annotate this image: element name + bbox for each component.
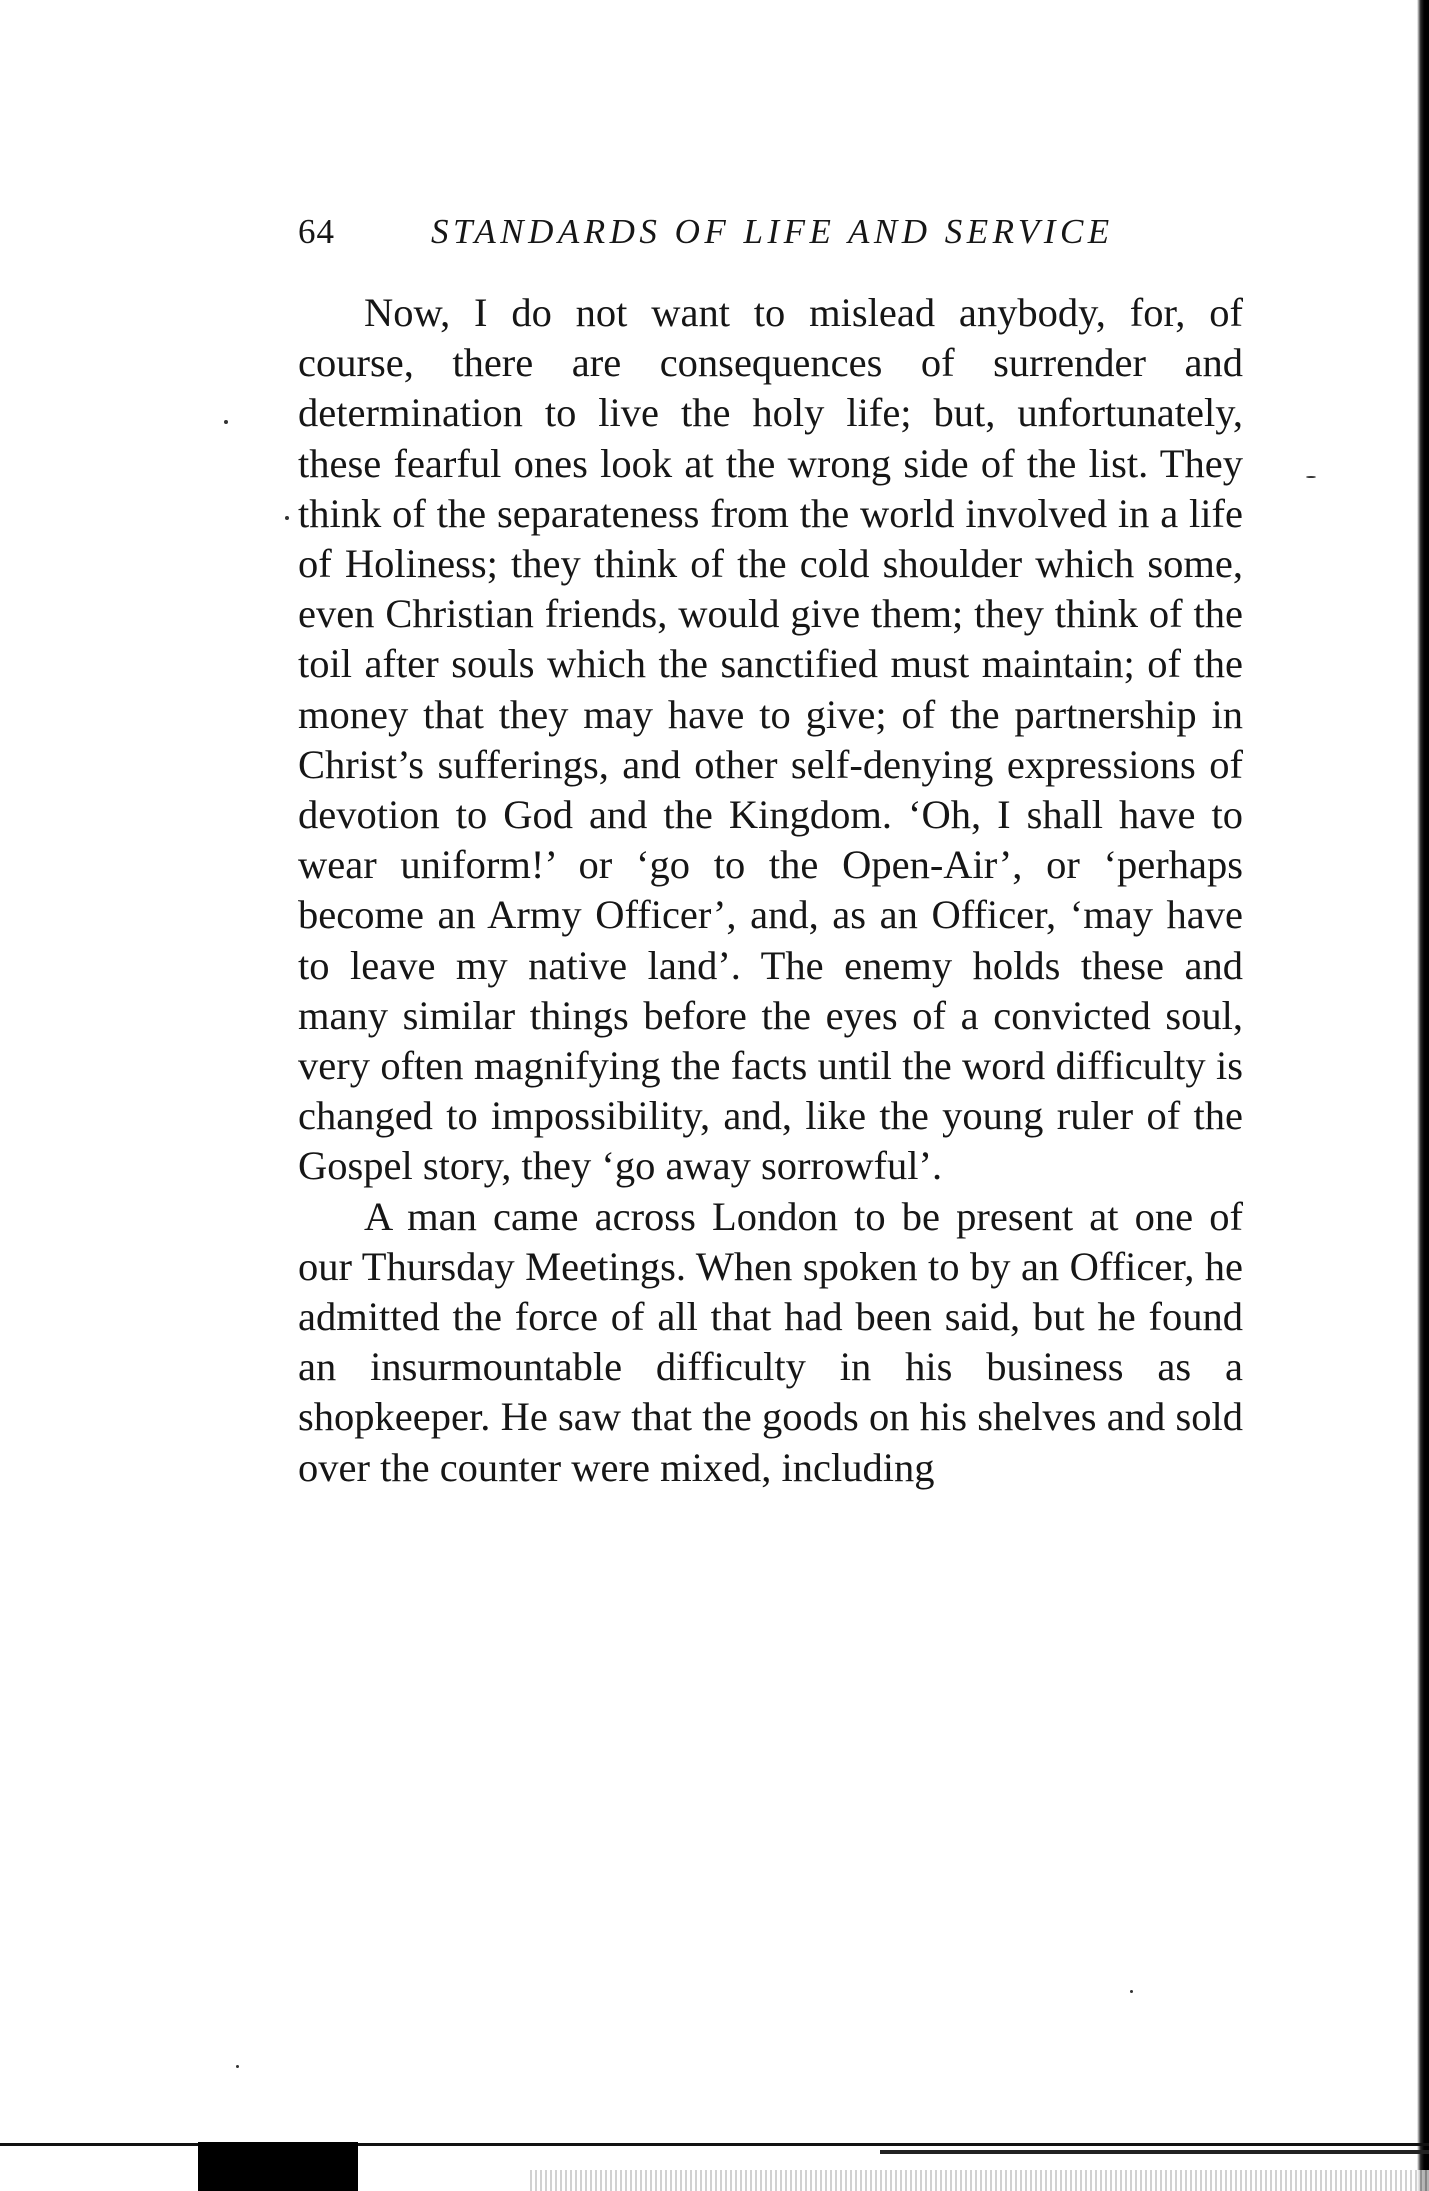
paper-speck (224, 420, 228, 424)
paper-speck (1306, 476, 1316, 478)
paragraph: A man came across London to be present at one of our Thursday Meetings. When spoken to by an Officer, he admitted the force of all that had been said, but he found an insurmountable difficulty in his business as a shopkeeper. He saw that the goods on his shelves and sold over the counter were mixed, including (298, 1193, 1243, 1490)
paragraph: Now, I do not want to mislead anybody, for, of course, there are consequences of surrender and determination to live the holy life; but, unfortunately, these fearful ones look at the wrong side of the list. They think of the separateness from the world involved in a life of Holiness; they think of the cold shoulder which some, even Christian friends, would give them; they think of the toil after souls which the sanctified must maintain; of the money that they may have to give; of the partnership in Christ’s sufferings, and other self-denying expressions of devotion to God and the Kingdom. ‘Oh, I shall have to wear uniform!’ or ‘go to the Open-Air’, or ‘perhaps become an Army Officer’, and, as an Officer, ‘may have to leave my native land’. The enemy holds these and many similar things before the eyes of a convicted soul, very often magnifying the facts until the word difficulty is changed to impossibility, and, like the young ruler of the Gospel story, they ‘go away sorrowful’. (298, 290, 1243, 1189)
running-title: STANDARDS OF LIFE AND SERVICE (431, 212, 1114, 251)
body-text (298, 288, 1243, 1493)
page-header (298, 212, 1128, 262)
bottom-edge-block (198, 2142, 358, 2191)
paper-speck (285, 516, 289, 520)
bottom-edge-texture (530, 2170, 1429, 2191)
page-number: 64 (298, 212, 335, 251)
paper-speck (1130, 1990, 1133, 1993)
book-spine-shadow (1425, 0, 1429, 2191)
bottom-edge-line-right (880, 2150, 1429, 2154)
paper-speck (236, 2065, 239, 2068)
